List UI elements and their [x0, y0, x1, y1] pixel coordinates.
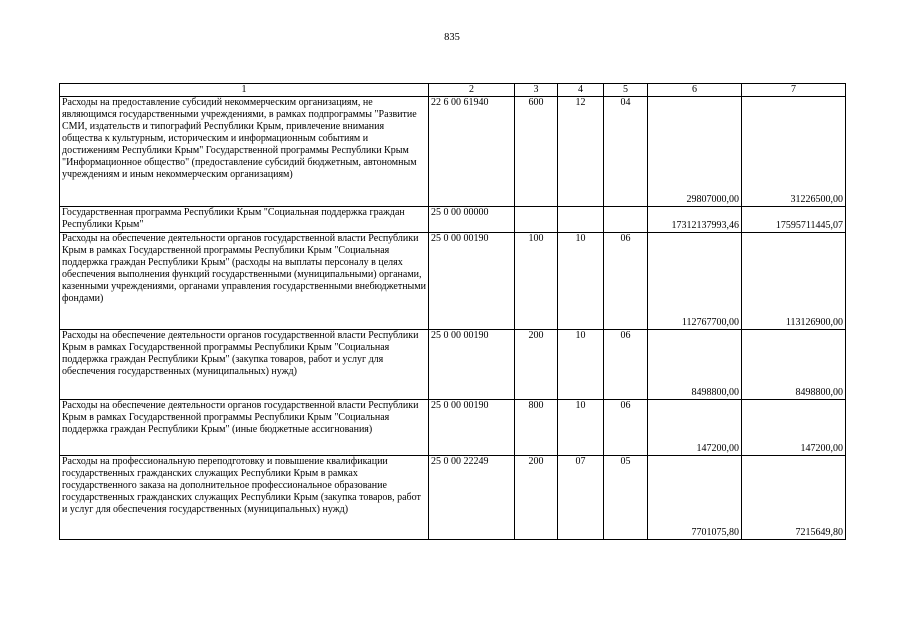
header-cell: 6 — [648, 84, 742, 97]
row-description: Расходы на обеспечение деятельности органов государственной власти Республики Крым в рамках Государственной программы Республики Крым "Социальная поддержка граждан Республики Крым" (расходы на выплаты персоналу в целях обеспечения выполнения функций государственными (муниципальными) органами, казенными учреждениями, органами управления государственными внебюджетными фондами) — [60, 233, 429, 330]
row-sum-year2: 7215649,80 — [742, 456, 846, 540]
row-sum-year2: 8498800,00 — [742, 330, 846, 400]
budget-table — [59, 83, 846, 540]
row-sum-year2: 17595711445,07 — [742, 207, 846, 233]
table-header-row — [60, 84, 846, 97]
row-target-code: 22 6 00 61940 — [429, 97, 515, 207]
row-section: 12 — [558, 97, 604, 207]
row-section — [558, 207, 604, 233]
page-number: 835 — [444, 32, 460, 43]
row-sum-year1: 147200,00 — [648, 400, 742, 456]
row-subsection: 06 — [604, 400, 648, 456]
row-description: Расходы на обеспечение деятельности органов государственной власти Республики Крым в рамках Государственной программы Республики Крым "Социальная поддержка граждан Республики Крым" (закупка товаров, работ и услуг для обеспечения государственных (муниципальных) нужд) — [60, 330, 429, 400]
row-sum-year1: 29807000,00 — [648, 97, 742, 207]
row-sum-year1: 17312137993,46 — [648, 207, 742, 233]
row-expense-type: 100 — [515, 233, 558, 330]
row-sum-year2: 147200,00 — [742, 400, 846, 456]
row-description: Расходы на профессиональную переподготовку и повышение квалификации государственных гражданских служащих Республики Крым в рамках государственного заказа на дополнительное профессиональное образование государственных гражданских служащих Республики Крым (закупка товаров, работ и услуг для обеспечения государственных (муниципальных) нужд) — [60, 456, 429, 540]
row-subsection: 05 — [604, 456, 648, 540]
row-sum-year2: 113126900,00 — [742, 233, 846, 330]
header-cell: 2 — [429, 84, 515, 97]
row-section: 10 — [558, 330, 604, 400]
row-subsection: 06 — [604, 233, 648, 330]
row-description: Государственная программа Республики Крым "Социальная поддержка граждан Республики Крым" — [60, 207, 429, 233]
row-description: Расходы на обеспечение деятельности органов государственной власти Республики Крым в рамках Государственной программы Республики Крым "Социальная поддержка граждан Республики Крым" (иные бюджетные ассигнования) — [60, 400, 429, 456]
row-subsection: 06 — [604, 330, 648, 400]
row-expense-type — [515, 207, 558, 233]
header-cell: 4 — [558, 84, 604, 97]
row-target-code: 25 0 00 00000 — [429, 207, 515, 233]
row-sum-year1: 8498800,00 — [648, 330, 742, 400]
table-row — [60, 207, 846, 233]
row-section: 07 — [558, 456, 604, 540]
row-expense-type: 200 — [515, 456, 558, 540]
row-subsection: 04 — [604, 97, 648, 207]
row-subsection — [604, 207, 648, 233]
table-row — [60, 400, 846, 456]
row-sum-year1: 112767700,00 — [648, 233, 742, 330]
row-description: Расходы на предоставление субсидий некоммерческим организациям, не являющимся государственными учреждениями, в рамках подпрограммы "Развитие СМИ, издательств и типографий Республики Крым, привлечение внимания общества к культурным, историческим и информационным событиям и достижениям Республики Крым" Государственной программы Республики Крым "Информационное общество" (предоставление субсидий бюджетным, автономным учреждениям и иным некоммерческим организациям) — [60, 97, 429, 207]
row-target-code: 25 0 00 00190 — [429, 400, 515, 456]
row-sum-year1: 7701075,80 — [648, 456, 742, 540]
row-target-code: 25 0 00 22249 — [429, 456, 515, 540]
row-sum-year2: 31226500,00 — [742, 97, 846, 207]
row-section: 10 — [558, 400, 604, 456]
row-target-code: 25 0 00 00190 — [429, 330, 515, 400]
table-row — [60, 233, 846, 330]
table-row — [60, 456, 846, 540]
header-cell: 5 — [604, 84, 648, 97]
row-target-code: 25 0 00 00190 — [429, 233, 515, 330]
header-cell: 1 — [60, 84, 429, 97]
row-section: 10 — [558, 233, 604, 330]
row-expense-type: 200 — [515, 330, 558, 400]
row-expense-type: 800 — [515, 400, 558, 456]
header-cell: 3 — [515, 84, 558, 97]
header-cell: 7 — [742, 84, 846, 97]
row-expense-type: 600 — [515, 97, 558, 207]
table-row — [60, 330, 846, 400]
table-row — [60, 97, 846, 207]
